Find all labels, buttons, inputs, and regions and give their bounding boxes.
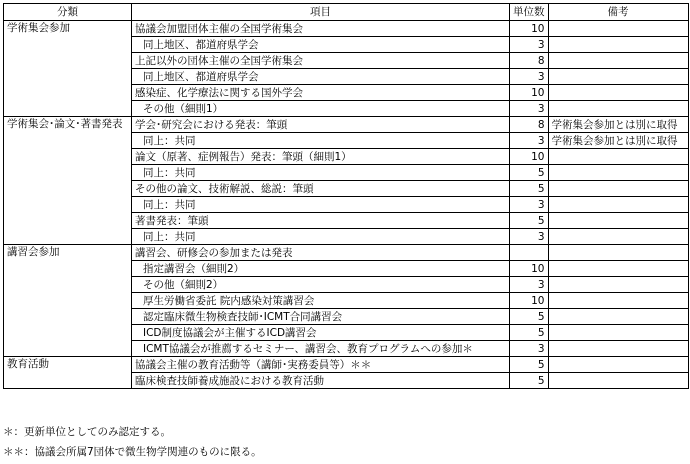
item-cell: ICMT協議会が推薦するセミナー、講習会、教育プログラムへの参加＊: [132, 341, 510, 357]
table-body: [4, 21, 689, 389]
remarks-cell: [548, 261, 688, 277]
remarks-cell: 学術集会参加とは別に取得: [548, 117, 688, 133]
table-row: [4, 245, 689, 261]
remarks-cell: [548, 341, 688, 357]
category-cell: 学術集会参加: [4, 21, 132, 117]
item-cell: 同上：共同: [132, 165, 510, 181]
units-cell: 5: [510, 181, 549, 197]
units-cell: 3: [510, 133, 549, 149]
item-cell: 厚生労働省委託 院内感染対策講習会: [132, 293, 510, 309]
units-cell: 10: [510, 149, 549, 165]
remarks-cell: [548, 373, 688, 389]
remarks-cell: [548, 101, 688, 117]
remarks-cell: [548, 309, 688, 325]
units-cell: 10: [510, 85, 549, 101]
remarks-cell: [548, 181, 688, 197]
remarks-cell: [548, 165, 688, 181]
remarks-cell: [548, 293, 688, 309]
item-cell: 講習会、研修会の参加または発表: [132, 245, 510, 261]
item-cell: その他（細則1）: [132, 101, 510, 117]
table-row: [4, 117, 689, 133]
units-cell: 3: [510, 229, 549, 245]
table-row: [4, 357, 689, 373]
units-cell: 5: [510, 373, 549, 389]
units-cell: 10: [510, 261, 549, 277]
units-cell: 5: [510, 213, 549, 229]
units-cell: 3: [510, 197, 549, 213]
remarks-cell: [548, 149, 688, 165]
remarks-cell: [548, 213, 688, 229]
units-cell: 10: [510, 293, 549, 309]
header-category: 分類: [4, 4, 132, 21]
item-cell: 同上地区、都道府県学会: [132, 69, 510, 85]
item-cell: 感染症、化学療法に関する国外学会: [132, 85, 510, 101]
units-cell: 3: [510, 277, 549, 293]
item-cell: 同上：共同: [132, 133, 510, 149]
item-cell: 同上：共同: [132, 229, 510, 245]
footnote-1: ＊：更新単位としてのみ認定する。: [3, 426, 171, 438]
units-cell: 5: [510, 325, 549, 341]
item-cell: 同上：共同: [132, 197, 510, 213]
item-cell: 同上地区、都道府県学会: [132, 37, 510, 53]
units-cell: [510, 245, 549, 261]
units-cell: 3: [510, 37, 549, 53]
remarks-cell: [548, 357, 688, 373]
units-cell: 8: [510, 117, 549, 133]
units-cell: 5: [510, 165, 549, 181]
remarks-cell: [548, 277, 688, 293]
item-cell: 協議会主催の教育活動等（講師･実務委員等）＊＊: [132, 357, 510, 373]
footnotes: [3, 422, 262, 462]
table-row: [4, 21, 689, 37]
footnote-2: ＊＊：協議会所属7団体で微生物学関連のものに限る。: [3, 446, 262, 458]
remarks-cell: [548, 85, 688, 101]
remarks-cell: [548, 69, 688, 85]
item-cell: 論文（原著、症例報告）発表：筆頭（細則1）: [132, 149, 510, 165]
item-cell: ICD制度協議会が主催するICD講習会: [132, 325, 510, 341]
units-cell: 3: [510, 69, 549, 85]
remarks-cell: [548, 197, 688, 213]
header-remarks: 備考: [548, 4, 688, 21]
item-cell: 協議会加盟団体主催の全国学術集会: [132, 21, 510, 37]
units-cell: 3: [510, 101, 549, 117]
item-cell: その他の論文、技術解説、総説：筆頭: [132, 181, 510, 197]
item-cell: 上記以外の団体主催の全国学術集会: [132, 53, 510, 69]
units-cell: 3: [510, 341, 549, 357]
units-cell: 10: [510, 21, 549, 37]
category-cell: 教育活動: [4, 357, 132, 389]
item-cell: 指定講習会（細則2）: [132, 261, 510, 277]
remarks-cell: [548, 325, 688, 341]
item-cell: 臨床検査技師養成施設における教育活動: [132, 373, 510, 389]
credit-units-table: [3, 3, 689, 389]
category-cell: 講習会参加: [4, 245, 132, 357]
item-cell: 学会･研究会における発表：筆頭: [132, 117, 510, 133]
remarks-cell: [548, 37, 688, 53]
remarks-cell: [548, 229, 688, 245]
remarks-cell: 学術集会参加とは別に取得: [548, 133, 688, 149]
header-units: 単位数: [510, 4, 549, 21]
item-cell: 認定臨床微生物検査技師･ICMT合同講習会: [132, 309, 510, 325]
units-cell: 5: [510, 309, 549, 325]
item-cell: その他（細則2）: [132, 277, 510, 293]
header-item: 項目: [132, 4, 510, 21]
category-cell: 学術集会･論文･著書発表: [4, 117, 132, 245]
table-header-row: [4, 4, 689, 21]
item-cell: 著書発表：筆頭: [132, 213, 510, 229]
units-cell: 8: [510, 53, 549, 69]
remarks-cell: [548, 21, 688, 37]
remarks-cell: [548, 245, 688, 261]
remarks-cell: [548, 53, 688, 69]
units-cell: 5: [510, 357, 549, 373]
